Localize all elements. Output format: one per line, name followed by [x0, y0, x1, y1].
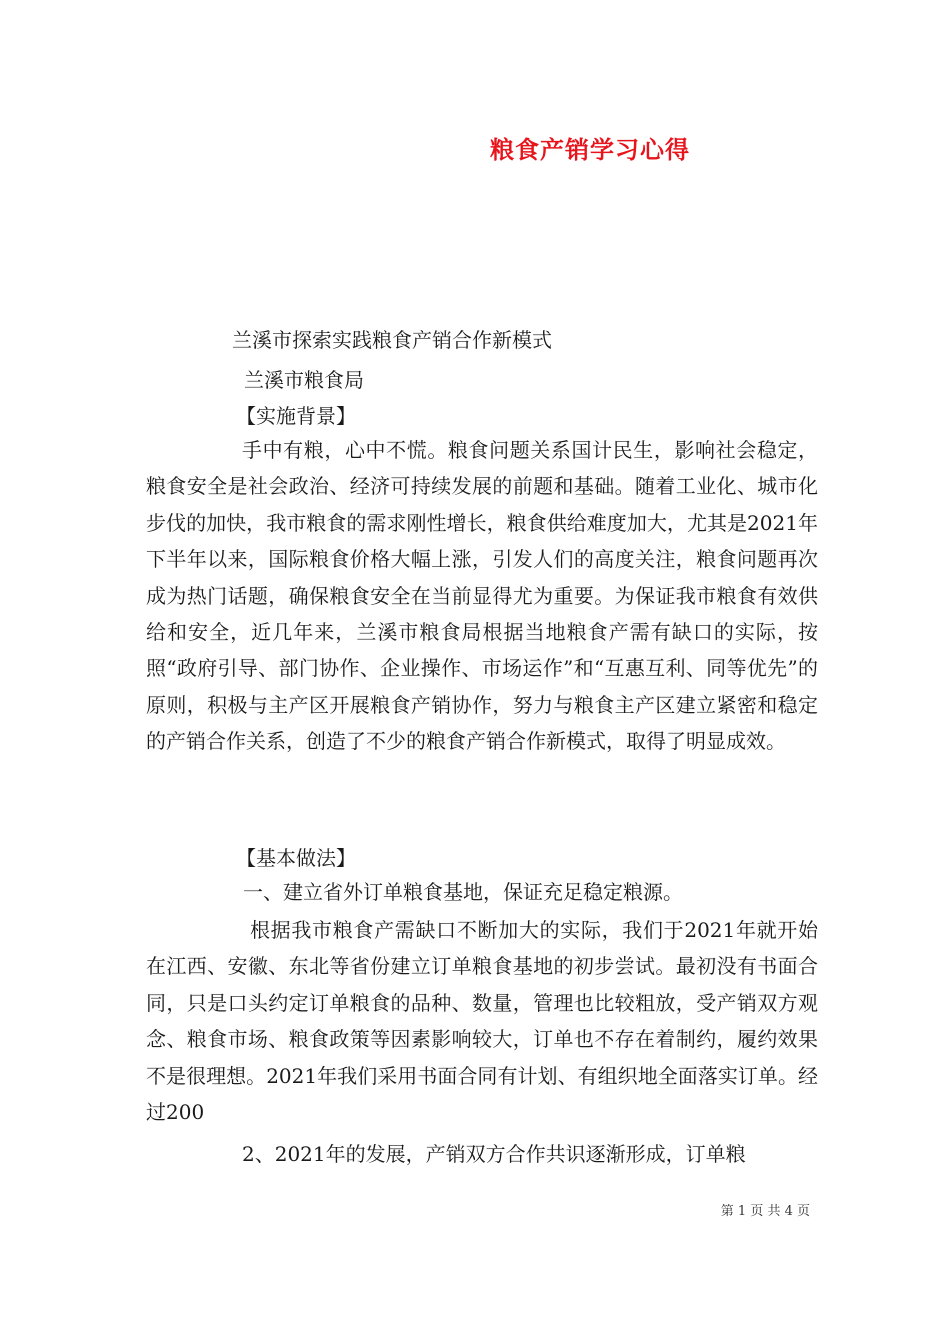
paragraph-background: 手中有粮，心中不慌。粮食问题关系国计民生，影响社会稳定，粮食安全是社会政治、经济可持续发展的前题和基础。随着工业化、城市化步伐的加快，我市粮食的需求刚性增长，粮食供给难度加大，尤其是2021年下半年以来，国际粮食价格大幅上涨，引发人们的高度关注，粮食问题再次成为热门话题，确保粮食安全在当前显得尤为重要。为保证我市粮食有效供给和安全，近几年来，兰溪市粮食局根据当地粮食产需有缺口的实际，按照“政府引导、部门协作、企业操作、市场运作”和“互惠互利、同等优先”的原则，积极与主产区开展粮食产销协作，努力与粮食主产区建立紧密和稳定的产销合作关系，创造了不少的粮食产销合作新模式，取得了明显成效。	[146, 438, 818, 754]
paragraph-point-one: 根据我市粮食产需缺口不断加大的实际，我们于2021年就开始在江西、安徽、东北等省份建立订单粮食基地的初步尝试。最初没有书面合同，只是口头约定订单粮食的品种、数量，管理也比较粗放，受产销双方观念、粮食市场、粮食政策等因素影响较大，订单也不存在着制约，履约效果不是很理想。2021年我们采用书面合同有计划、有组织地全面落实订单。经过200	[146, 918, 818, 1125]
point-one-heading: 一、建立省外订单粮食基地，保证充足稳定粮源。	[243, 880, 683, 904]
article-author: 兰溪市粮食局	[244, 368, 364, 392]
section-heading-methods: 【基本做法】	[236, 846, 356, 870]
article-subtitle: 兰溪市探索实践粮食产销合作新模式	[232, 328, 552, 352]
page-number-footer: 第 1 页 共 4 页	[720, 1204, 810, 1219]
paragraph-point-two: 2、2021年的发展，产销双方合作共识逐渐形成，订单粮	[242, 1142, 746, 1166]
document-title: 粮食产销学习心得	[490, 136, 690, 164]
section-heading-background: 【实施背景】	[236, 404, 356, 428]
